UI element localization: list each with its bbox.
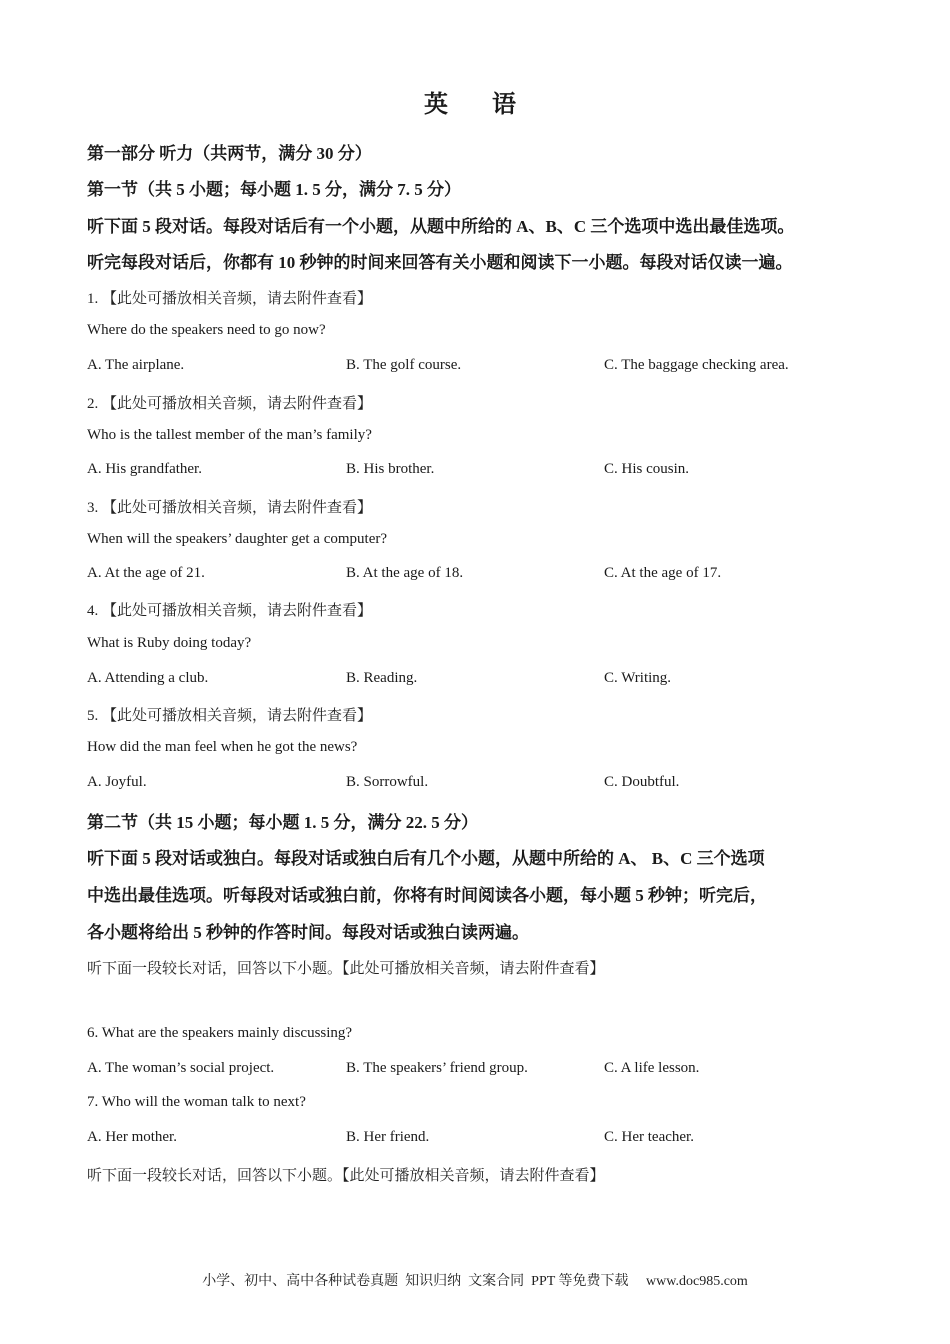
listen-note-1: 听下面一段较长对话，回答以下小题。【此处可播放相关音频，请去附件查看】 [87,961,605,977]
question-5-label: 5. 【此处可播放相关音频，请去附件查看】 [87,708,373,724]
question-4-option-a: A. Attending a club. [87,670,209,686]
question-3-option-c: C. At the age of 17. [604,565,722,581]
question-4-label: 4. 【此处可播放相关音频，请去附件查看】 [87,603,373,619]
question-5-option-c: C. Doubtful. [604,774,680,790]
question-3-text: When will the speakers’ daughter get a computer? [87,531,388,547]
question-7-option-c: C. Her teacher. [604,1129,694,1145]
question-2-option-a: A. His grandfather. [87,461,202,477]
question-3-label: 3. 【此处可播放相关音频，请去附件查看】 [87,500,373,516]
page-footer: 小学、初中、高中各种试卷真题 知识归纳 文案合同 PPT 等免费下载 www.doc985.com [202,1274,748,1289]
question-1-option-b: B. The golf course. [346,357,462,373]
question-1-option-c: C. The baggage checking area. [604,357,789,373]
section2-instruction-2: 中选出最佳选项。听每段对话或独白前，你将有时间阅读各小题，每小题 5 秒钟；听完后， [87,886,767,905]
question-5-option-a: A. Joyful. [87,774,147,790]
question-6-text: 6. What are the speakers mainly discussing? [87,1025,353,1041]
question-5-text: How did the man feel when he got the news? [87,739,358,755]
question-6-option-a: A. The woman’s social project. [87,1060,275,1076]
question-2-label: 2. 【此处可播放相关音频，请去附件查看】 [87,396,373,412]
question-4-text: What is Ruby doing today? [87,635,252,651]
section2-instruction-1: 听下面 5 段对话或独白。每段对话或独白后有几个小题，从题中所给的 A、 B、C 三个选项 [87,849,765,868]
question-4-option-b: B. Reading. [346,670,418,686]
question-5-option-b: B. Sorrowful. [346,774,429,790]
question-7-option-b: B. Her friend. [346,1129,430,1145]
question-1-label: 1. 【此处可播放相关音频，请去附件查看】 [87,291,373,307]
section2-instruction-3: 各小题将给出 5 秒钟的作答时间。每段对话或独白读两遍。 [87,923,529,942]
section1-instruction-1: 听下面 5 段对话。每段对话后有一个小题，从题中所给的 A、B、C 三个选项中选出最佳选项。 [87,217,795,236]
question-3-option-b: B. At the age of 18. [346,565,464,581]
section1-heading: 第一节（共 5 小题；每小题 1. 5 分，满分 7. 5 分） [87,180,461,199]
question-1-option-a: A. The airplane. [87,357,185,373]
question-4-option-c: C. Writing. [604,670,672,686]
question-2-option-c: C. His cousin. [604,461,690,477]
question-2-option-b: B. His brother. [346,461,435,477]
question-1-text: Where do the speakers need to go now? [87,322,326,338]
question-7-option-a: A. Her mother. [87,1129,177,1145]
part1-heading: 第一部分 听力（共两节，满分 30 分） [87,144,372,163]
question-2-text: Who is the tallest member of the man’s family? [87,427,372,443]
question-7-text: 7. Who will the woman talk to next? [87,1094,306,1110]
section2-heading: 第二节（共 15 小题；每小题 1. 5 分，满分 22. 5 分） [87,813,478,832]
question-3-option-a: A. At the age of 21. [87,565,205,581]
listen-note-2: 听下面一段较长对话，回答以下小题。【此处可播放相关音频，请去附件查看】 [87,1168,605,1184]
page-title: 英 语 [424,92,526,118]
section1-instruction-2: 听完每段对话后，你都有 10 秒钟的时间来回答有关小题和阅读下一小题。每段对话仅读一遍。 [87,253,793,272]
question-6-option-b: B. The speakers’ friend group. [346,1060,528,1076]
question-6-option-c: C. A life lesson. [604,1060,700,1076]
